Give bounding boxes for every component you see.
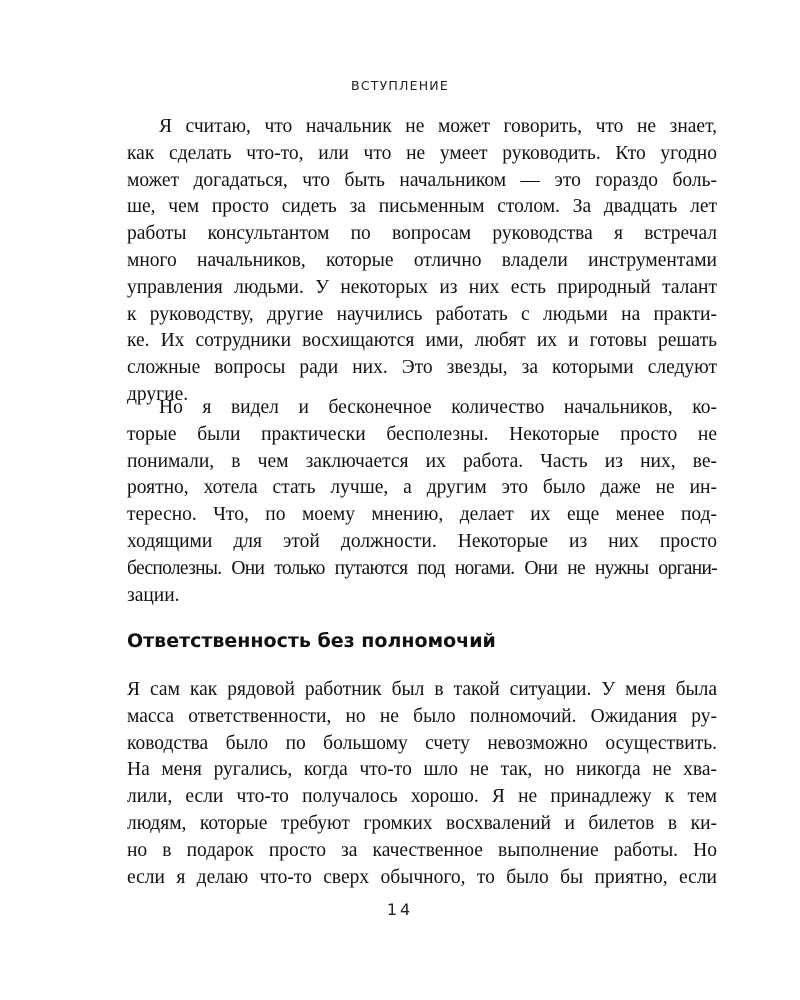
text-line: торые были практически бесполезны. Некоторые просто не [127,423,717,445]
text-line: лили, если что-то получалось хорошо. Я не принадлежу к тем [127,786,717,808]
text-line: работы консультантом по вопросам руководства я встречал [127,223,717,245]
text-line: тересно. Что, по моему мнению, делает их еще менее под- [127,504,717,526]
paragraph-section-1 [127,677,717,891]
text-line: Но я видел и бесконечное количество начальников, ко- [159,397,717,418]
text-line: роятно, хотела стать лучше, а другим это было даже не ин- [127,477,717,499]
text-line: Я считаю, что начальник не может говорить, что не знает, [159,116,717,137]
running-head: ВСТУПЛЕНИЕ [351,78,449,93]
text-line: бесполезны. Они только путаются под ногами. Они не нужны органи- [127,557,717,579]
text-line: зации. [127,584,180,606]
text-line: масса ответственности, но не было полномочий. Ожидания ру- [127,705,717,727]
text-line: к руководству, другие научились работать с людьми на практи- [127,303,717,325]
text-line: ке. Их сотрудники восхищаются ими, любят их и готовы решать [127,330,717,352]
text-line: На меня ругались, когда что-то шло не так, но никогда не хва- [127,759,717,781]
text-line: понимали, в чем заключается их работа. Часть из них, ве- [127,450,717,472]
text-line: другие. [127,383,189,405]
text-line: если я делаю что-то сверх обычного, то было бы приятно, если [127,866,717,888]
text-line: может догадаться, что быть начальником — это гораздо боль- [127,169,717,191]
paragraph-intro-2 [127,395,717,609]
text-line: сложные вопросы ради них. Это звезды, за которыми следуют [127,357,717,379]
text-line: много начальников, которые отлично владели инструментами [127,249,717,271]
paragraph-intro-1 [127,114,717,409]
text-line: ходящими для этой должности. Некоторые из них просто [127,530,717,552]
page-number: 14 [386,900,414,919]
text-line: управления людьми. У некоторых из них есть природный талант [127,276,717,298]
text-line: ше, чем просто сидеть за письменным столом. За двадцать лет [127,196,717,218]
section-heading: Ответственность без полномочий [127,630,496,652]
text-line: людям, которые требуют громких восхвалений и билетов в ки- [127,812,717,834]
text-line: как сделать что-то, или что не умеет руководить. Кто угодно [127,142,717,164]
text-line: ководства было по большому счету невозможно осуществить. [127,732,717,754]
text-line: но в подарок просто за качественное выполнение работы. Но [127,839,717,861]
text-line: Я сам как рядовой работник был в такой ситуации. У меня была [127,679,717,700]
